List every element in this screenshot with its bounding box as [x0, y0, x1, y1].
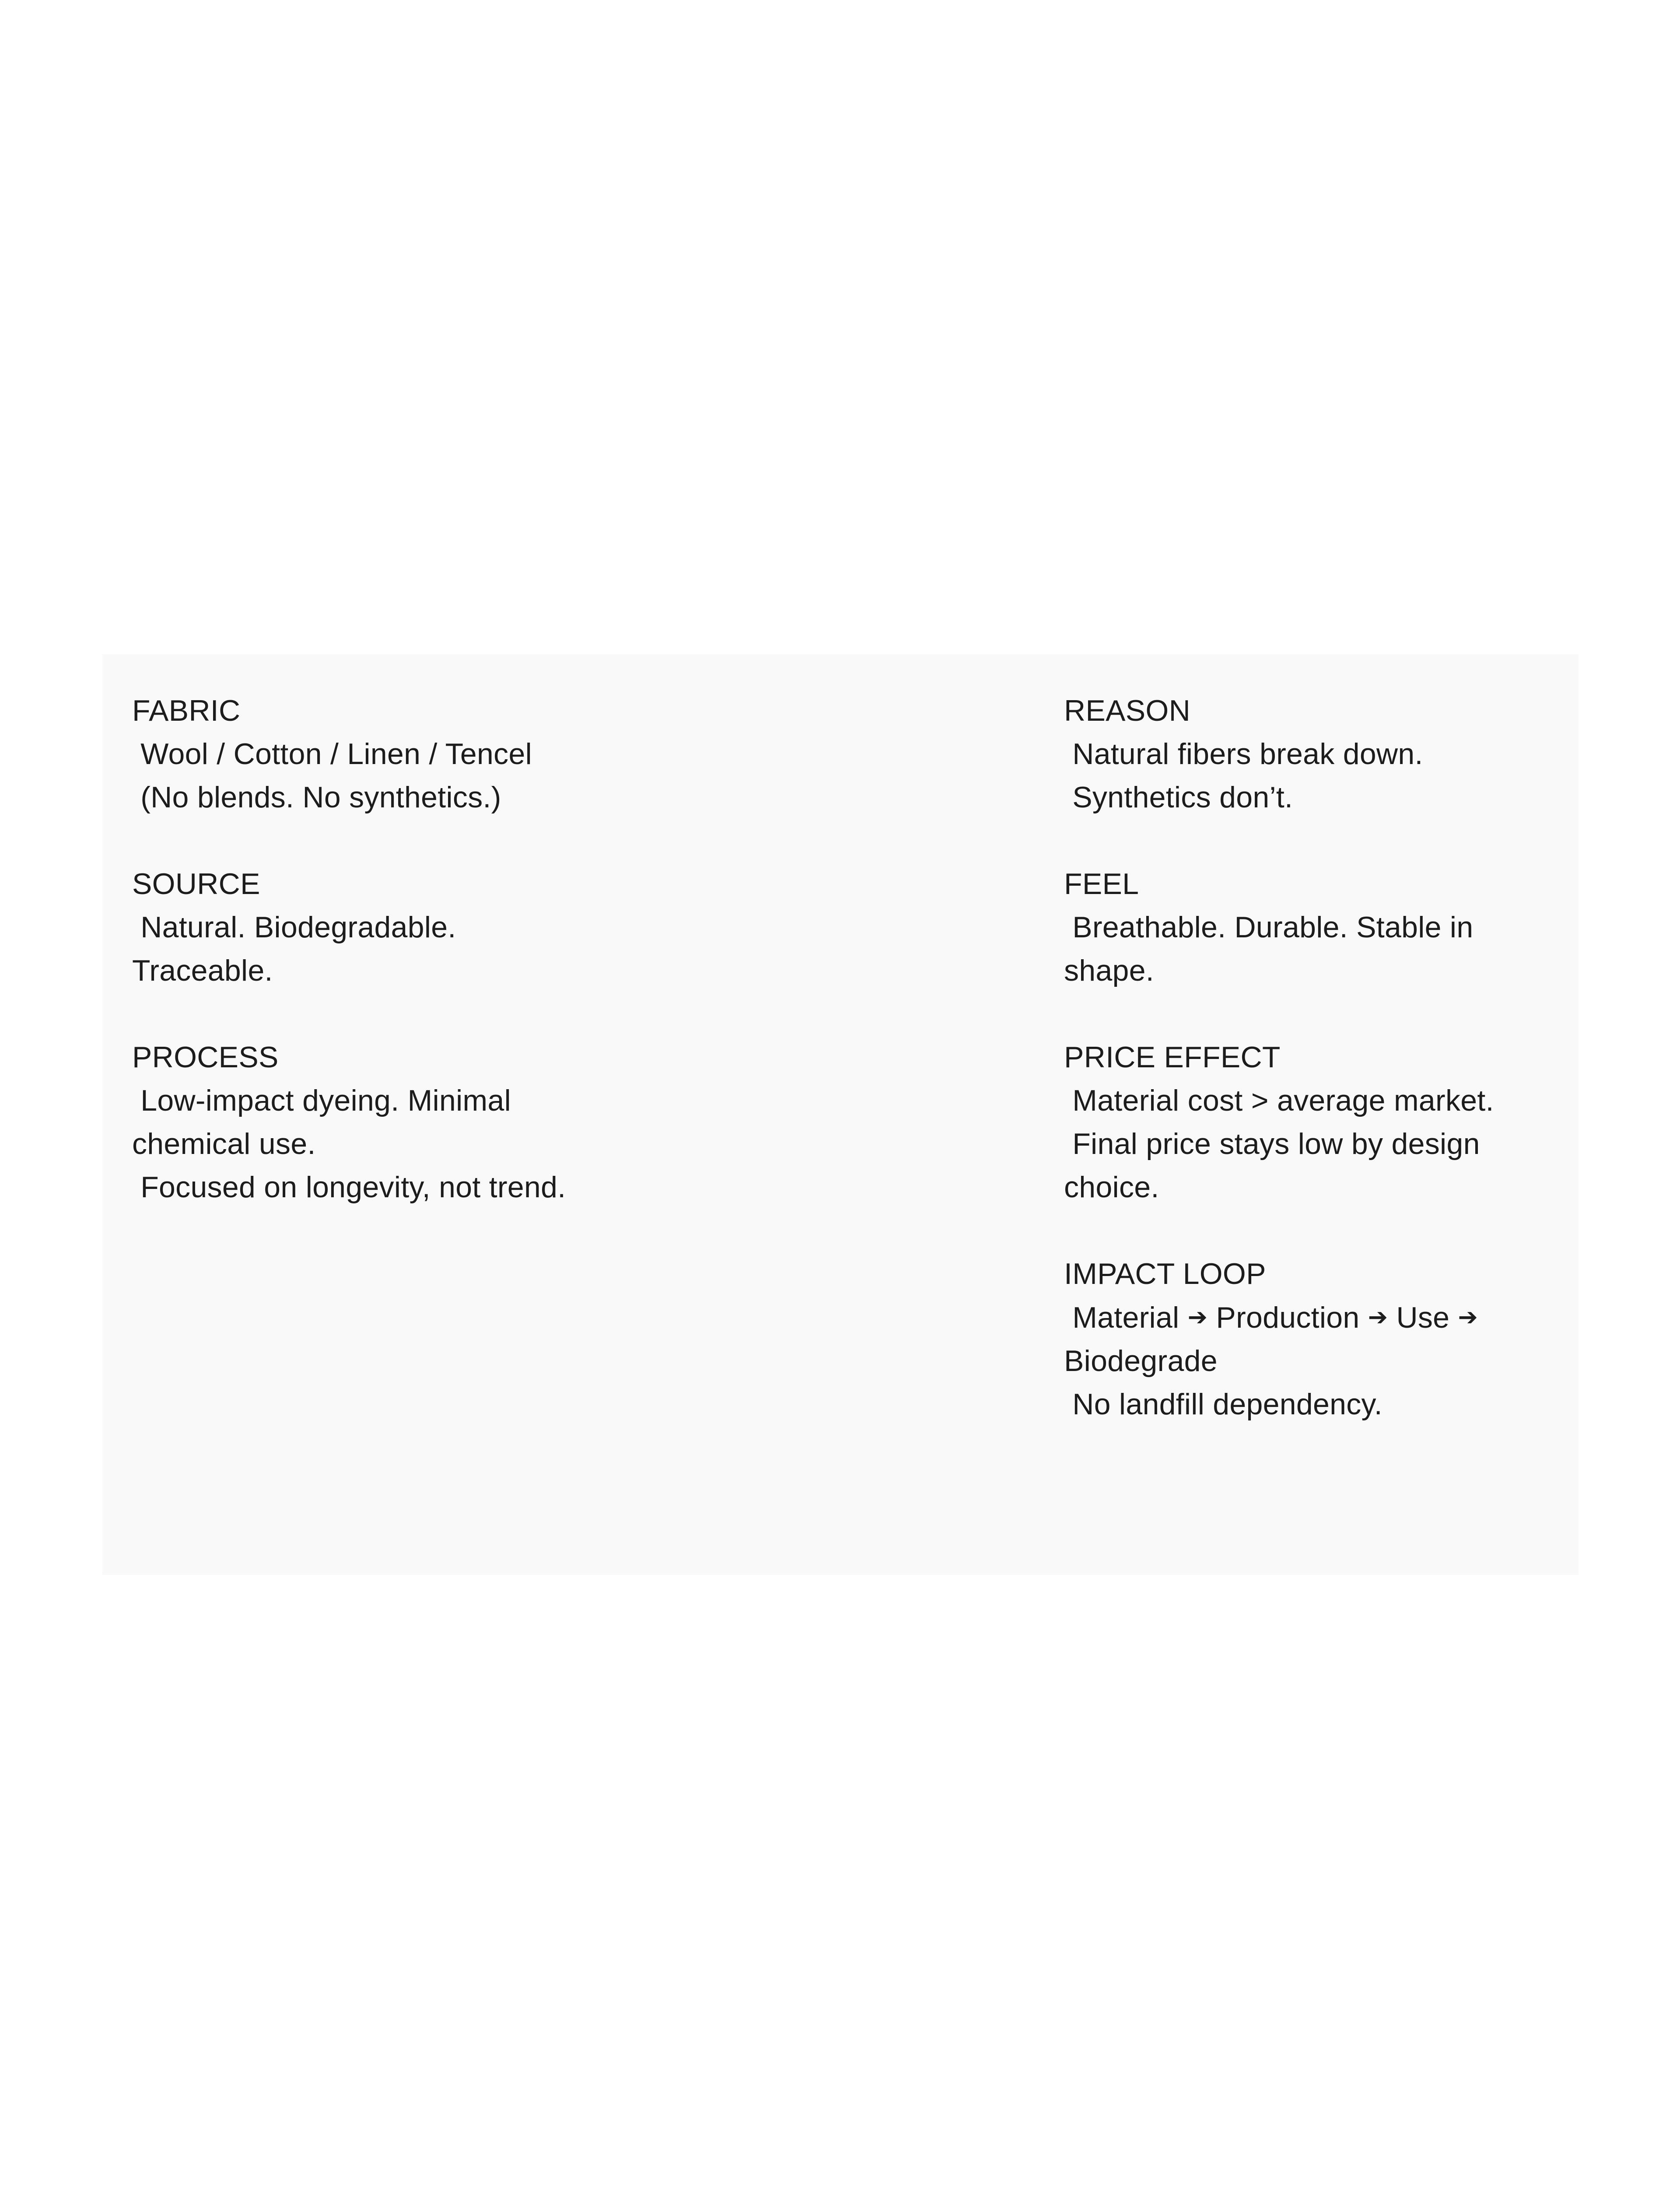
reason-line: Synthetics don’t.	[1064, 781, 1293, 814]
fabric-line: (No blends. No synthetics.)	[132, 781, 501, 814]
flow-step-production: Production	[1216, 1301, 1360, 1334]
price-effect-section	[1064, 1036, 1563, 1209]
impact-loop-section	[1064, 1252, 1563, 1426]
price-effect-line: Material cost > average market.	[1064, 1084, 1494, 1117]
fabric-section	[132, 689, 736, 819]
impact-loop-flow	[1064, 1296, 1563, 1339]
fabric-line: Wool / Cotton / Linen / Tencel	[132, 737, 532, 771]
reason-section	[1064, 689, 1563, 819]
source-heading: SOURCE	[132, 867, 260, 901]
left-column	[132, 689, 736, 1209]
content-panel	[102, 654, 1578, 1575]
price-effect-line: choice.	[1064, 1171, 1159, 1204]
impact-loop-heading: IMPACT LOOP	[1064, 1257, 1266, 1290]
source-line: Traceable.	[132, 954, 273, 987]
feel-line: Breathable. Durable. Stable in	[1064, 911, 1474, 944]
reason-line: Natural fibers break down.	[1064, 737, 1423, 771]
price-effect-heading: PRICE EFFECT	[1064, 1041, 1281, 1074]
source-section	[132, 863, 736, 992]
right-arrow-icon: ➔	[1368, 1304, 1388, 1330]
flow-step-use: Use	[1396, 1301, 1450, 1334]
flow-step-material: Material	[1064, 1301, 1180, 1334]
reason-heading: REASON	[1064, 694, 1190, 727]
right-column	[1064, 689, 1563, 1426]
source-line: Natural. Biodegradable.	[132, 911, 456, 944]
process-line: Focused on longevity, not trend.	[132, 1171, 566, 1204]
fabric-heading: FABRIC	[132, 694, 241, 727]
feel-heading: FEEL	[1064, 867, 1139, 901]
process-line: Low-impact dyeing. Minimal	[132, 1084, 511, 1117]
process-line: chemical use.	[132, 1127, 316, 1161]
feel-line: shape.	[1064, 954, 1154, 987]
price-effect-line: Final price stays low by design	[1064, 1127, 1480, 1161]
process-section	[132, 1036, 736, 1209]
impact-loop-line: No landfill dependency.	[1064, 1388, 1382, 1421]
right-arrow-icon: ➔	[1187, 1304, 1208, 1330]
feel-section	[1064, 863, 1563, 992]
right-arrow-icon: ➔	[1458, 1304, 1478, 1330]
impact-loop-line: Biodegrade	[1064, 1344, 1218, 1378]
process-heading: PROCESS	[132, 1041, 279, 1074]
